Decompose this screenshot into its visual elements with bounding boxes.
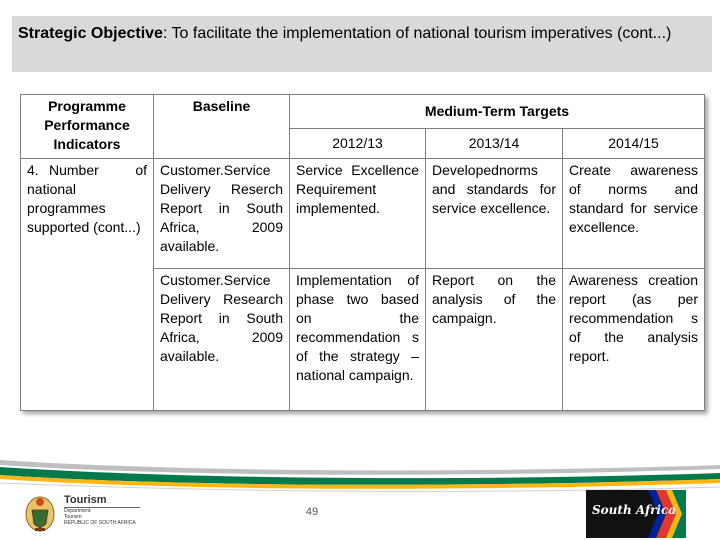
indicator-text: Number of national programmes supported (cont...) — [27, 162, 147, 235]
table-cell-baseline: Customer.Service Delivery Reserch Report in South Africa, 2009 available. — [154, 159, 290, 269]
table-cell-2014: Create awareness of norms and standard for service excellence. — [563, 159, 705, 269]
table-cell-baseline: Customer.Service Delivery Research Report in South Africa, 2009 available. — [154, 269, 290, 411]
title-text: : To facilitate the implementation of national tourism imperatives (cont...) — [162, 25, 672, 42]
coat-of-arms-icon — [20, 492, 60, 534]
page-number: 49 — [305, 506, 319, 518]
table-cell-2013: Developednorms and standards for service excellence. — [426, 159, 563, 269]
department-line: Department: — [64, 508, 92, 514]
department-text — [64, 508, 144, 526]
swoosh-grey — [0, 460, 720, 475]
header-medium-term-targets: Medium-Term Targets — [290, 95, 705, 129]
brand-logo-text: South Africa — [592, 503, 677, 517]
department-line: REPUBLIC OF SOUTH AFRICA — [64, 520, 136, 526]
header-year-2014: 2014/15 — [563, 129, 705, 159]
targets-table — [20, 94, 705, 411]
indicator-number: 4. — [27, 162, 39, 178]
header-year-2013: 2013/14 — [426, 129, 563, 159]
header-year-2012: 2012/13 — [290, 129, 426, 159]
title-label: Strategic Objective — [18, 25, 163, 42]
department-line: Tourism — [64, 514, 82, 520]
table-cell-2012: Implementation of phase two based on the recommendation s of the strategy – national campaign. — [290, 269, 426, 411]
indicator-cell — [21, 159, 154, 411]
table-cell-2013: Report on the analysis of the campaign. — [426, 269, 563, 411]
tourism-label: Tourism — [64, 494, 107, 506]
header-indicators: Programme Performance Indicators — [21, 95, 154, 159]
header-baseline: Baseline — [154, 95, 290, 159]
table-cell-2014: Awareness creation report (as per recommendation s of the analysis report. — [563, 269, 705, 411]
page-title — [18, 24, 708, 44]
table-cell-2012: Service Excellence Requirement implemented. — [290, 159, 426, 269]
